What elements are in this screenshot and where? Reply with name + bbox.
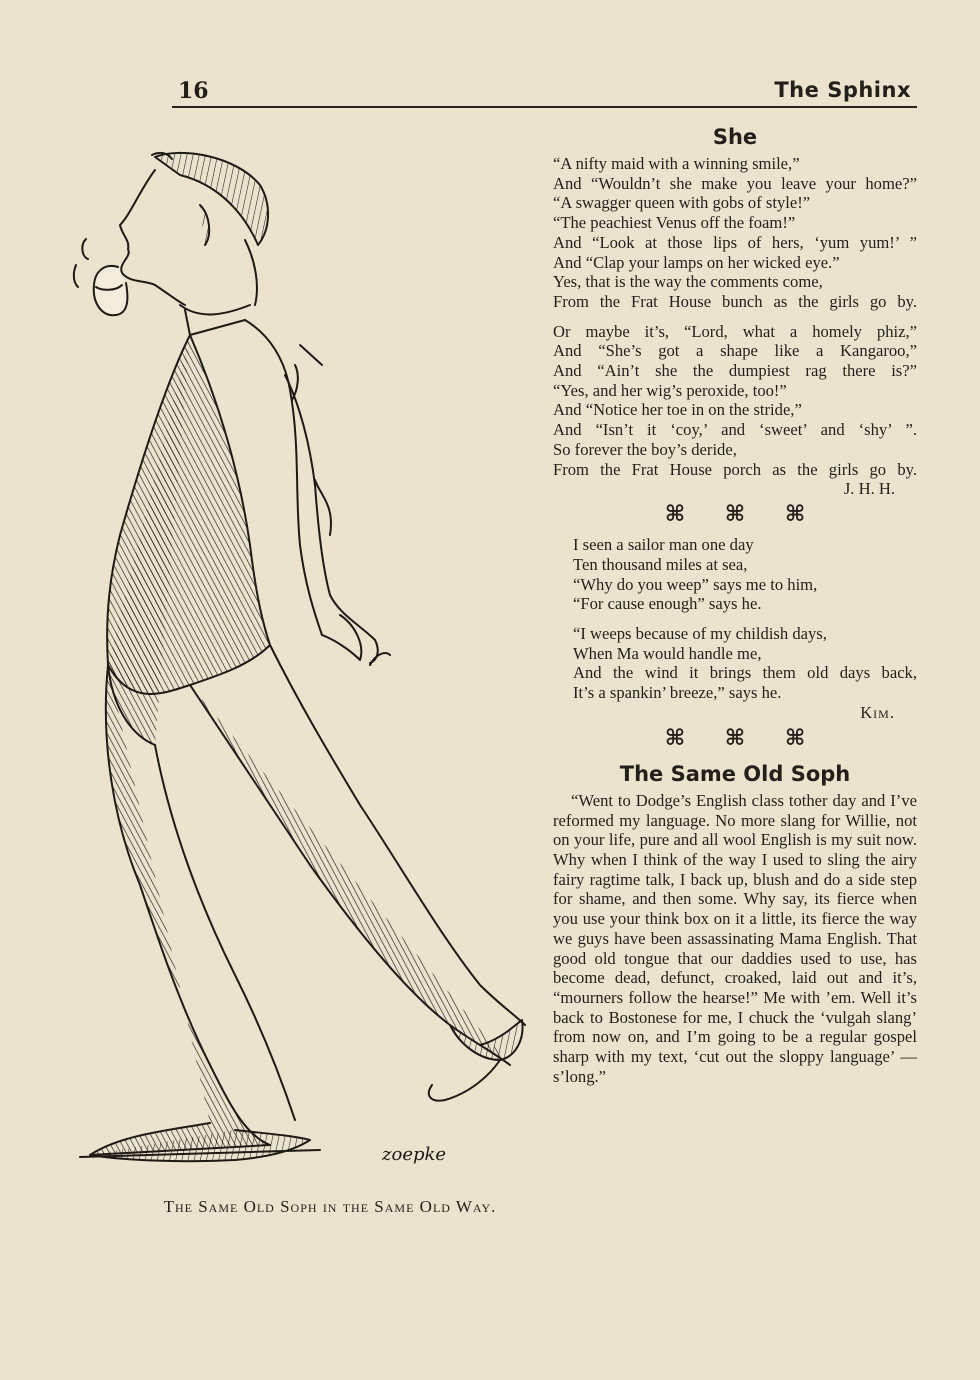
page-header [172, 78, 917, 108]
poem-line: From the Frat House porch as the girls go by. [553, 459, 917, 479]
poem-line: And “Look at those lips of hers, ‘yum yum!’ ” [553, 232, 917, 252]
poem-line: From the Frat House bunch as the girls go by. [553, 291, 917, 311]
poem-line: So forever the boy’s deride, [553, 439, 737, 459]
poem-line: Or maybe it’s, “Lord, what a homely phiz,” [553, 321, 917, 341]
poem-line: And “Notice her toe in on the stride,” [553, 400, 802, 420]
poem-line: “Yes, and her wig’s peroxide, too!” [553, 380, 787, 400]
poem-line: “For cause enough” says he. [573, 594, 762, 614]
poem-sailor-stanza-2 [573, 624, 917, 703]
poem-line: And “Ain’t she the dumpiest rag there is?” [553, 361, 917, 381]
poem-line: Ten thousand miles at sea, [573, 554, 748, 574]
poem-line: “I weeps because of my childish days, [573, 624, 827, 644]
poem-line: Yes, that is the way the comments come, [553, 272, 823, 292]
poem-she-stanza-2 [553, 322, 917, 480]
poem-line: It’s a spankin’ breeze,” says he. [573, 683, 782, 703]
text-column [553, 122, 917, 1086]
poem-author: J. H. H. [843, 479, 895, 499]
poem-line: And “She’s got a shape like a Kangaroo,” [553, 341, 917, 361]
poem-line: And “Isn’t it ‘coy,’ and ‘sweet’ and ‘shy’ ”. [553, 420, 917, 440]
artist-signature: zoepke [382, 1144, 447, 1165]
poem-line: When Ma would handle me, [573, 643, 762, 663]
poem-line: “The peachiest Venus off the foam!” [553, 213, 796, 233]
poem-line: And “Clap your lamps on her wicked eye.” [553, 252, 840, 272]
poem-title-she: She [712, 125, 758, 149]
article-body: “Went to Dodge’s English class tother day and I’ve reformed my language. No more slang for Willie, not on your life, pure and all wool English is my suit now. Why when I think of the way I used to sling the airy fairy ragtime talk, I back up, blush and do a side step for shame, and then some. Why say, its fierce when you use your think box on it a little, its fierce the way we guys have been assassinating Mama English. That good old tongue that our daddies used to use, has become dead, defunct, croaked, laid out and it’s, “mourners follow the hearse!” Me with ’em. Well it’s back to Bostonese for me, I chuck the ‘vulgah slang’ from now on, and I’m going to be a regular gospel sharp with my text, ‘cut out the sloppy language’ —s’long.” [553, 790, 917, 1086]
poem-she-stanza-1 [553, 154, 917, 312]
sketch-illustration [60, 145, 535, 1175]
illustration-caption: The Same Old Soph in the Same Old Way. [163, 1197, 497, 1216]
poem-line: “Why do you weep” says me to him, [573, 574, 818, 594]
poem-sailor-stanza-1 [573, 535, 917, 614]
poem-line: And “Wouldn’t she make you leave your home?” [553, 173, 917, 193]
section-ornament: ⌘ ⌘ ⌘ [664, 725, 822, 751]
poem-line: “A nifty maid with a winning smile,” [553, 154, 800, 173]
poem-line: And the wind it brings them old days back, [573, 663, 917, 683]
poem-line: I seen a sailor man one day [573, 535, 754, 555]
page-number: 16 [178, 78, 209, 104]
article-title: The Same Old Soph [619, 761, 851, 786]
section-ornament: ⌘ ⌘ ⌘ [664, 502, 822, 528]
running-title: The Sphinx [774, 78, 911, 102]
poem-line: “A swagger queen with gobs of style!” [553, 193, 811, 213]
poem-author: Kim. [860, 702, 895, 722]
